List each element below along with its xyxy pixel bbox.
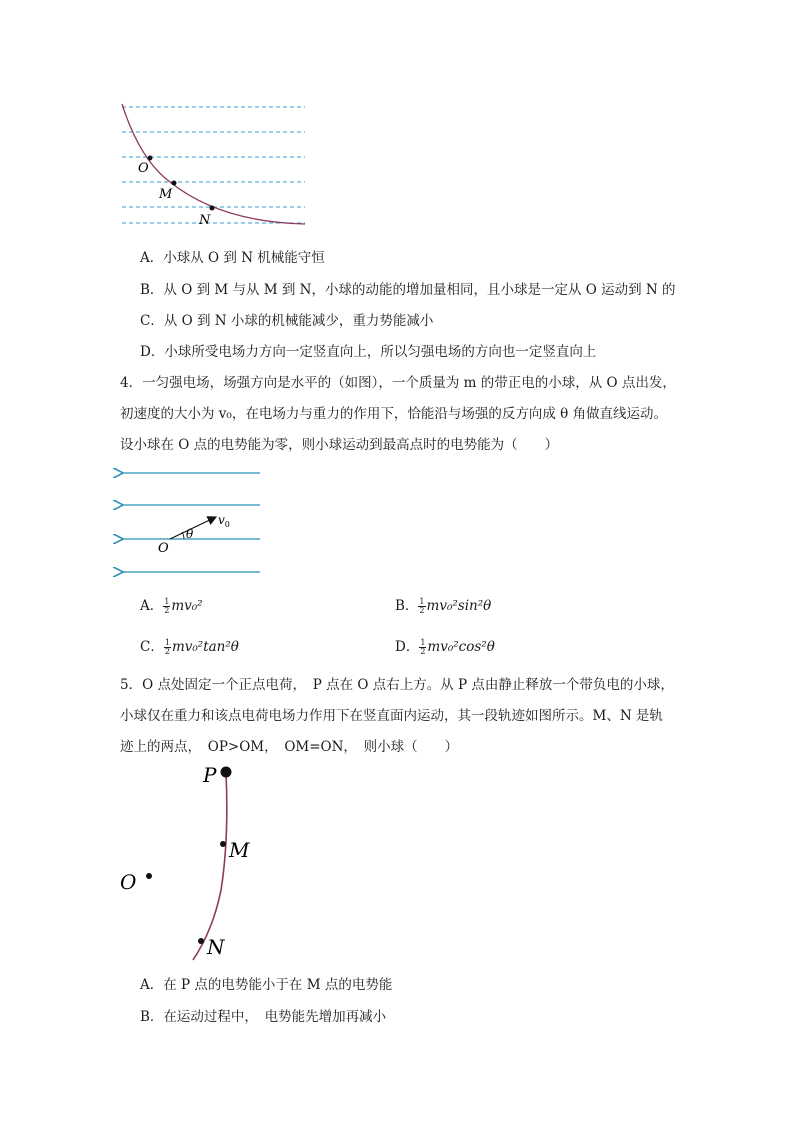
point-o [148, 156, 153, 161]
trajectory-curve-pmn [193, 772, 227, 960]
q5-stem-line3: 迹上的两点， OP>OM， OM=ON， 则小球（ ） [120, 739, 459, 755]
label-o: O [138, 161, 149, 176]
point-n [210, 206, 215, 211]
point-m-5 [220, 841, 226, 847]
o-label: O [158, 541, 169, 556]
label-n: N [199, 213, 211, 228]
q4-option-a: A． $\frac{1}{2}$ mv₀² [140, 597, 203, 615]
q4-option-d: D． $\frac{1}{2}$ mv₀²cos²θ [395, 638, 495, 656]
figure-uniform-field [118, 462, 268, 582]
q4-stem-line3: 设小球在 O 点的电势能为零，则小球运动到最高点时的电势能为（ ） [120, 437, 559, 453]
q4-option-b: B． $\frac{1}{2}$ mv₀²sin²θ [395, 597, 492, 615]
figure-field-lines-curve [110, 100, 310, 235]
q5-option-a: A．在 P 点的电势能小于在 M 点的电势能 [140, 977, 393, 993]
q3-option-c: C．从 O 到 N 小球的机械能减少，重力势能减小 [140, 313, 434, 329]
point-p [221, 767, 232, 778]
figure-trajectory-pmn [115, 760, 275, 970]
q5-stem-line1: 5．O 点处固定一个正点电荷， P 点在 O 点右上方。从 P 点由静止释放一个带负电的小球， [120, 677, 674, 693]
label-o-5: O [120, 870, 137, 894]
q3-option-d: D．小球所受电场力方向一定竖直向上，所以匀强电场的方向也一定竖直向上 [140, 344, 597, 360]
dashed-field-lines [122, 107, 305, 223]
field-arrows [122, 473, 260, 572]
q4-stem-line1: 4．一匀强电场，场强方向是水平的（如图），一个质量为 m 的带正电的小球，从 O 点出发， [120, 375, 676, 391]
point-n-5 [198, 938, 204, 944]
q5-stem-line2: 小球仅在重力和该点电荷电场力作用下在竖直面内运动，其一段轨迹如图所示。M、N 是轨 [120, 708, 663, 724]
q4-stem-line2: 初速度的大小为 v₀，在电场力与重力的作用下，恰能沿与场强的反方向成 θ 角做直线运动。 [120, 406, 668, 422]
label-m: M [159, 187, 173, 202]
label-n-5: N [207, 935, 225, 959]
q3-option-b: B．从 O 到 M 与从 M 到 N，小球的动能的增加量相同，且小球是一定从 O 运动到 N 的 [140, 282, 676, 298]
q4-option-c: C． $\frac{1}{2}$ mv₀²tan²θ [140, 638, 239, 656]
label-p: P [203, 763, 217, 787]
point-o-5 [146, 873, 152, 879]
point-m [172, 181, 177, 186]
theta-label: θ [186, 527, 194, 541]
label-m-5: M [229, 838, 250, 862]
v0-label: $v_0$ [218, 513, 230, 529]
q5-option-b: B．在运动过程中， 电势能先增加再减小 [140, 1009, 387, 1025]
q3-option-a: A．小球从 O 到 N 机械能守恒 [140, 250, 325, 266]
